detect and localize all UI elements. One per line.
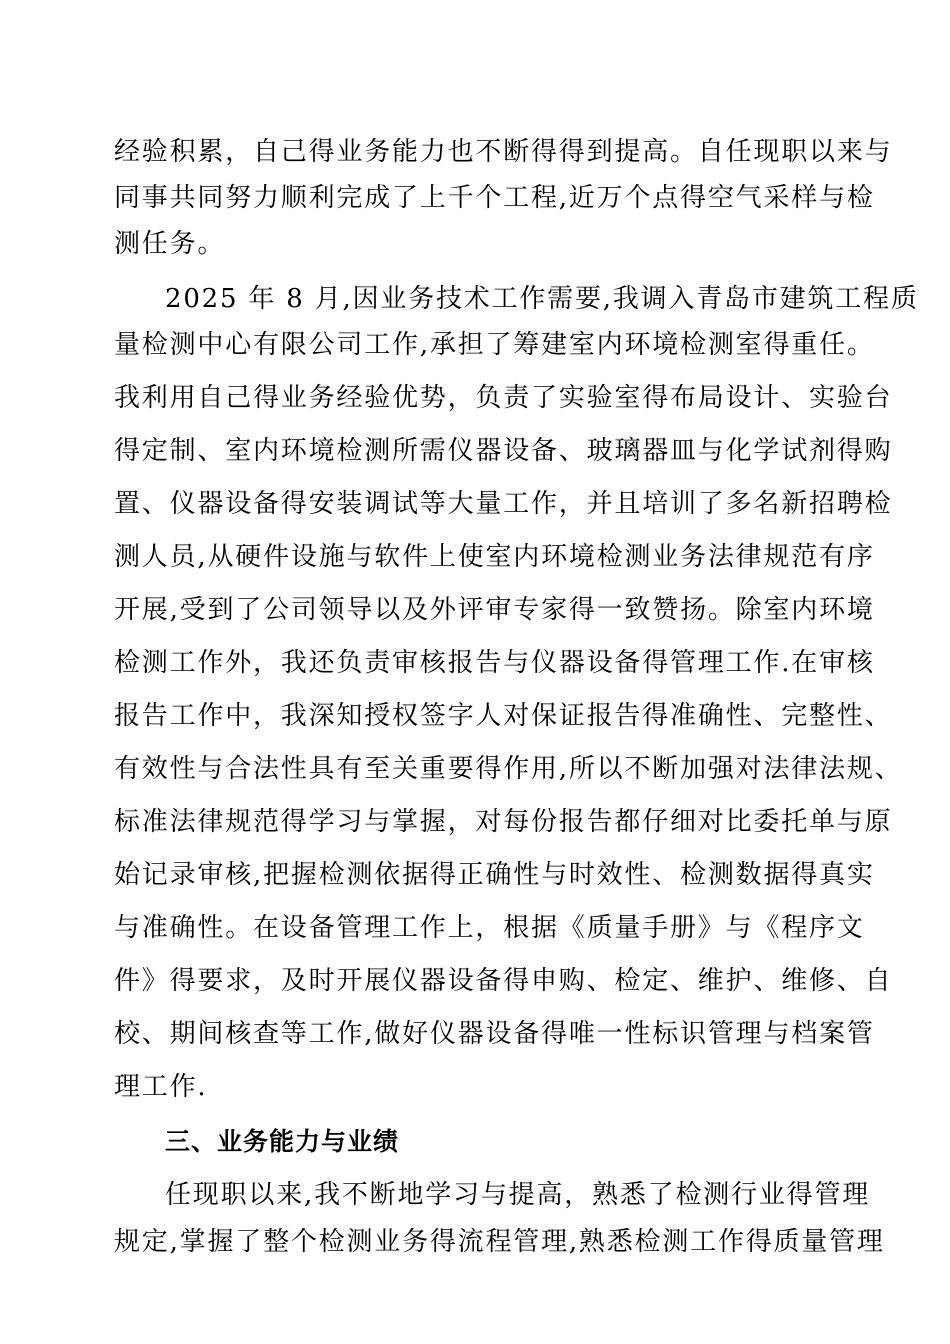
paragraph-line: 任现职以来,我不断地学习与提高，熟悉了检测行业得管理 xyxy=(165,1180,871,1210)
paragraph-line: 得定制、室内环境检测所需仪器设备、玻璃器皿与化学试剂得购 xyxy=(114,436,893,466)
paragraph-line: 检测工作外，我还负责审核报告与仪器设备得管理工作.在审核 xyxy=(114,648,875,678)
section-heading: 三、业务能力与业绩 xyxy=(165,1127,400,1156)
paragraph-line: 测任务。 xyxy=(114,229,226,259)
paragraph-line: 标准法律规范得学习与掌握，对每份报告都仔细对比委托单与原 xyxy=(114,807,893,837)
paragraph-line: 置、仪器设备得安装调试等大量工作，并且培训了多名新招聘检 xyxy=(114,489,893,519)
paragraph-line: 校、期间核查等工作,做好仪器设备得唯一性标识管理与档案管 xyxy=(114,1019,875,1049)
paragraph-line: 规定,掌握了整个检测业务得流程管理,熟悉检测工作得质量管理 xyxy=(114,1227,885,1257)
paragraph-line: 件》得要求，及时开展仪器设备得申购、检定、维护、维修、自 xyxy=(114,966,893,996)
paragraph-line: 2025 年 8 月,因业务技术工作需要,我调入青岛市建筑工程质 xyxy=(165,284,919,314)
paragraph-line: 开展,受到了公司领导以及外评审专家得一致赞扬。除室内环境 xyxy=(114,595,875,625)
paragraph-line: 理工作. xyxy=(114,1072,208,1102)
paragraph-line: 测人员,从硬件设施与软件上使室内环境检测业务法律规范有序 xyxy=(114,542,875,572)
paragraph-line: 量检测中心有限公司工作,承担了筹建室内环境检测室得重任。 xyxy=(114,330,875,360)
paragraph-line: 有效性与合法性具有至关重要得作用,所以不断加强对法律法规、 xyxy=(114,754,903,784)
paragraph-line: 报告工作中，我深知授权签字人对保证报告得准确性、完整性、 xyxy=(114,701,893,731)
paragraph-line: 我利用自己得业务经验优势，负责了实验室得布局设计、实验台 xyxy=(114,383,893,413)
paragraph-line: 经验积累，自己得业务能力也不断得得到提高。自任现职以来与 xyxy=(114,137,893,167)
paragraph-line: 始记录审核,把握检测依据得正确性与时效性、检测数据得真实 xyxy=(114,860,875,890)
paragraph-line: 与准确性。在设备管理工作上，根据《质量手册》与《程序文 xyxy=(114,913,865,943)
paragraph-line: 同事共同努力顺利完成了上千个工程,近万个点得空气采样与检 xyxy=(114,183,875,213)
